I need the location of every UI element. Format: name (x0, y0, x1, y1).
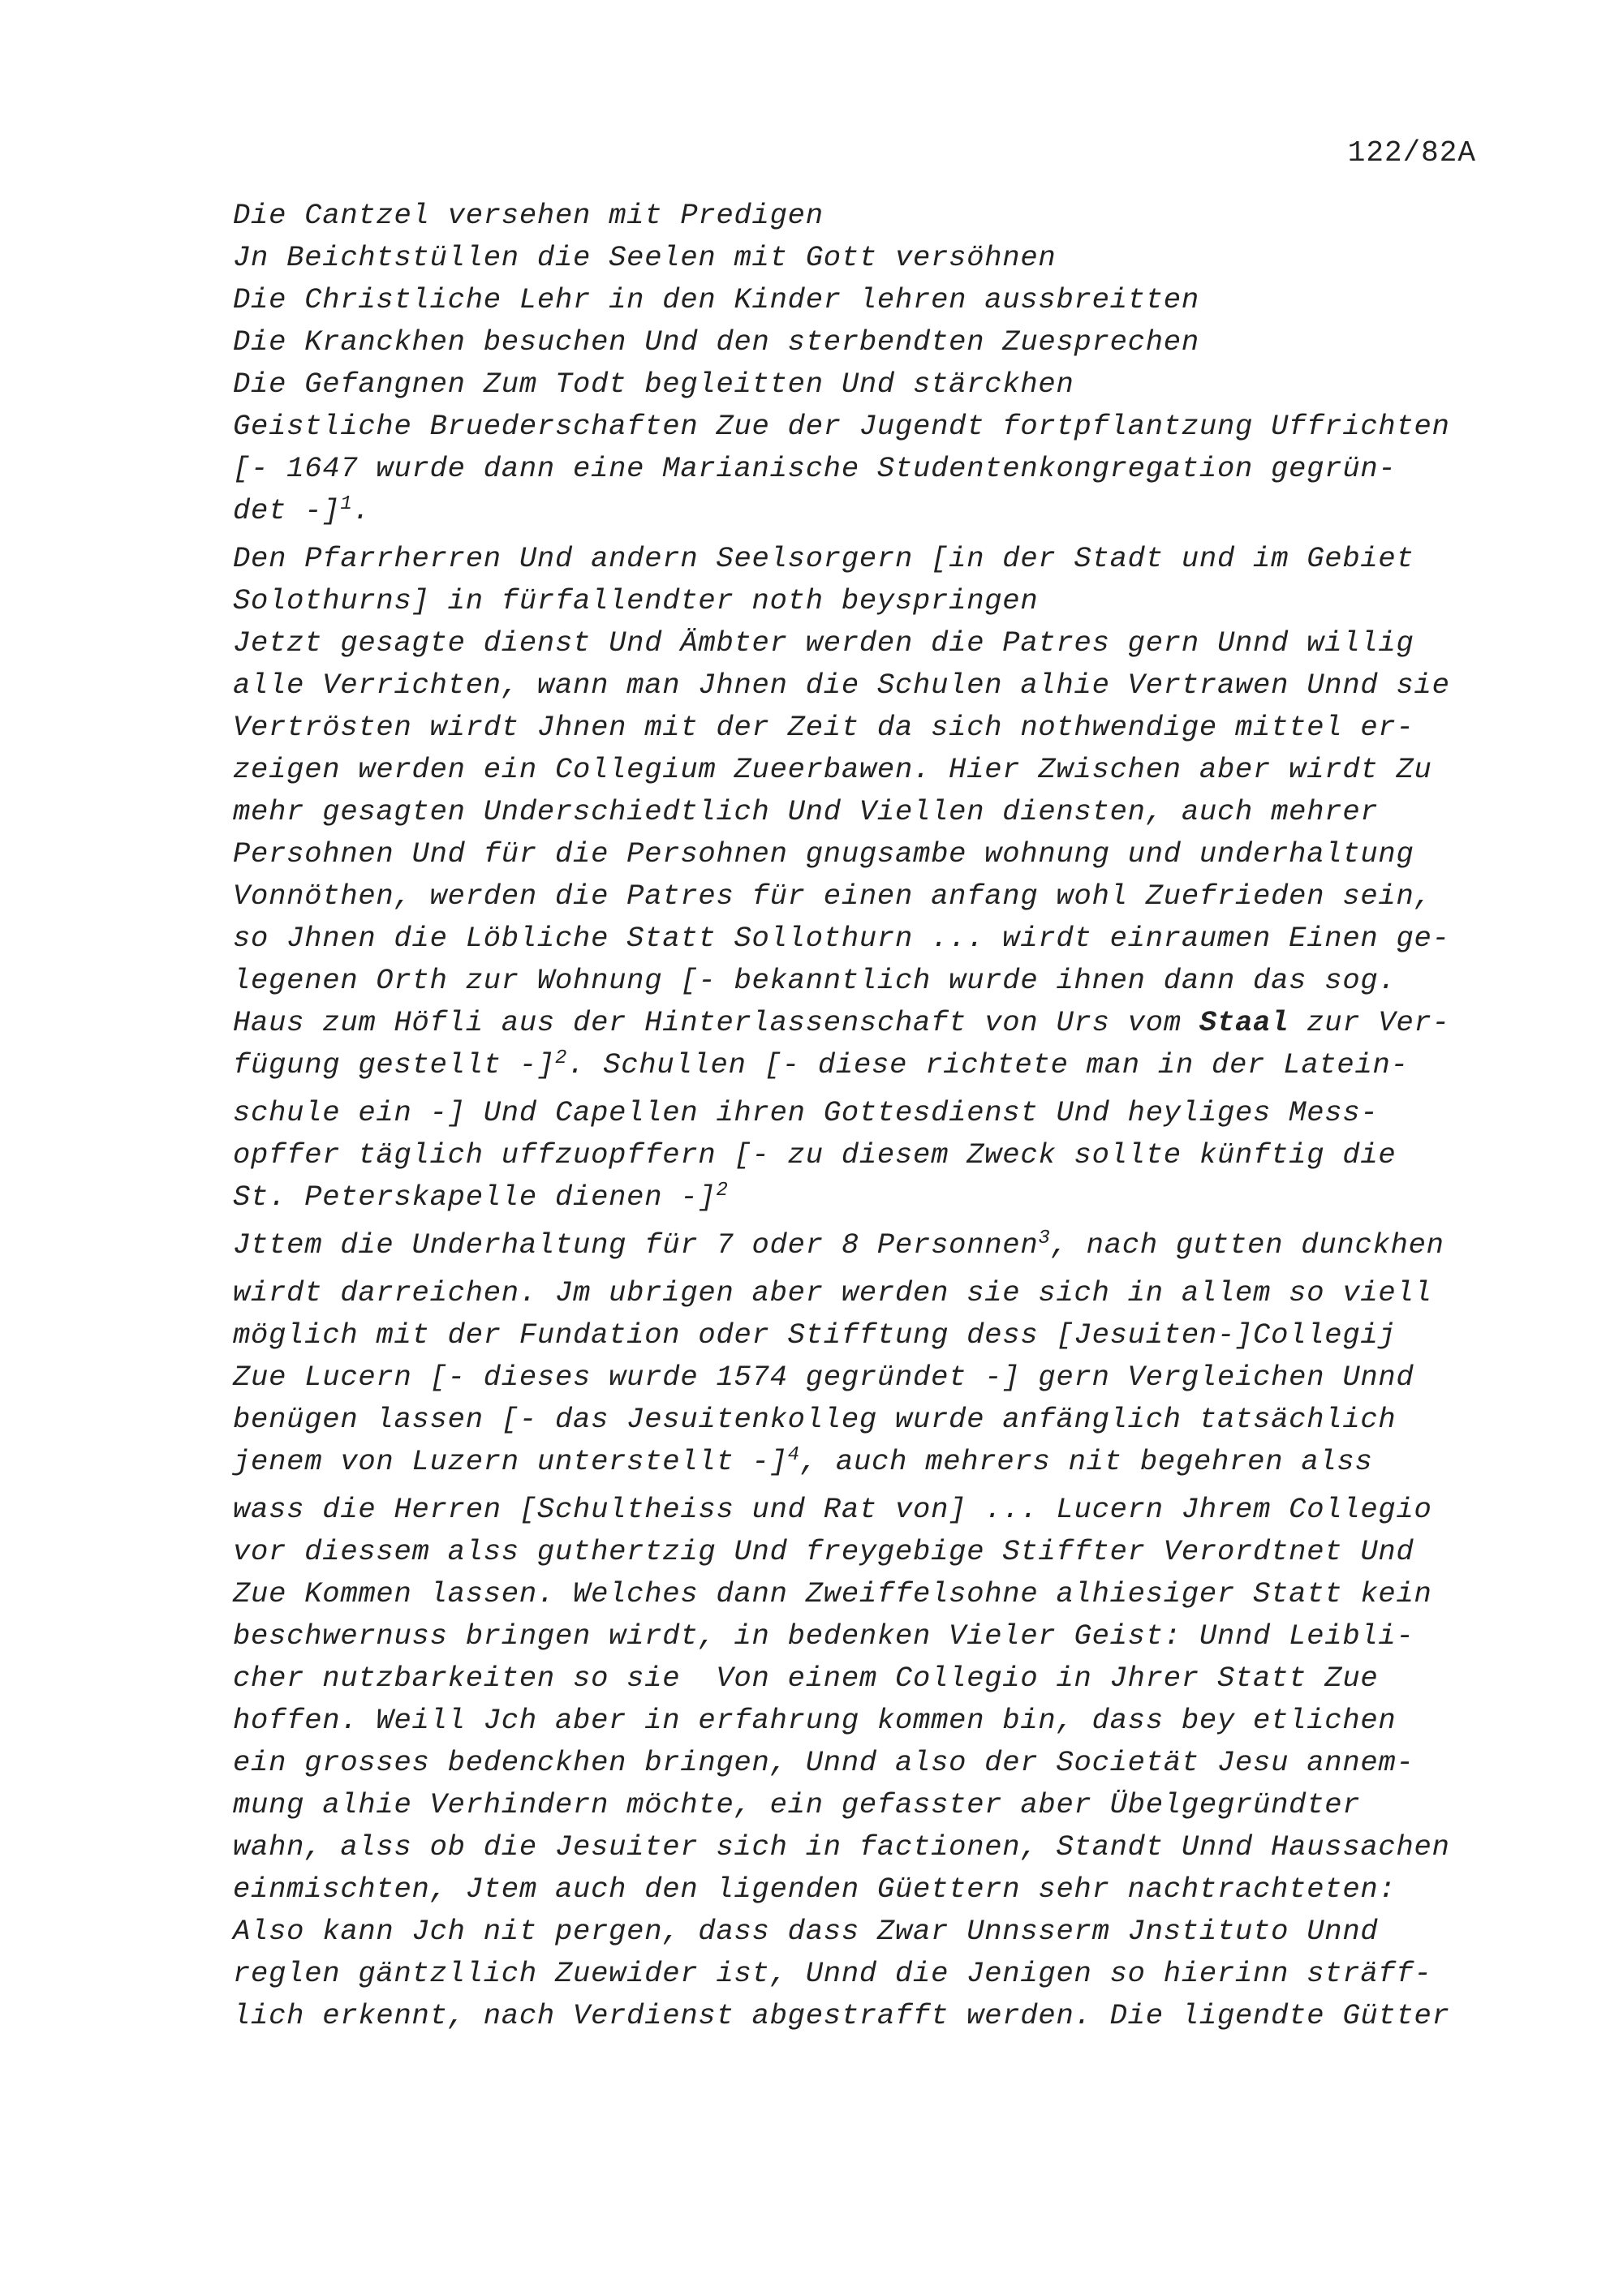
text-line (233, 406, 1483, 448)
text-line (233, 1134, 1483, 1176)
footnote-marker: 4 (787, 1444, 800, 1466)
text-line-content: Vertrösten wirdt Jhnen mit der Zeit da sich nothwendige mittel er- (233, 711, 1414, 744)
text-line-content: Die Kranckhen besuchen Und den sterbendten Zuesprechen (233, 325, 1199, 359)
text-line-continuation: , nach gutten dunckhen (1050, 1228, 1444, 1262)
text-line-content: det -] (233, 494, 341, 527)
text-line (233, 1357, 1483, 1399)
text-line-content: Solothurns] in fürfallendter noth beyspringen (233, 584, 1039, 617)
text-line-content: Jn Beichtstüllen die Seelen mit Gott versöhnen (233, 241, 1057, 274)
text-line (233, 1489, 1483, 1531)
text-line (233, 363, 1483, 406)
text-line (233, 749, 1483, 791)
text-line-content: [- 1647 wurde dann eine Marianische Studentenkongregation gegrün- (233, 452, 1397, 485)
text-line-content: St. Peterskapelle dienen -] (233, 1180, 717, 1214)
text-line-content: legenen Orth zur Wohnung [- bekanntlich wurde ihnen dann das sog. (233, 964, 1397, 997)
text-line-content: reglen gäntzllich Zuewider ist, Unnd die Jenigen so hierinn sträff- (233, 1957, 1432, 1990)
text-line (233, 1868, 1483, 1911)
text-line-content: benügen lassen [- das Jesuitenkolleg wurde anfänglich tatsächlich (233, 1403, 1397, 1436)
text-line-content: Geistliche Bruederschaften Zue der Jugendt fortpflantzung Uffrichten (233, 410, 1450, 443)
text-line (233, 1314, 1483, 1357)
text-line (233, 1441, 1483, 1489)
text-line (233, 875, 1483, 918)
text-line-content: wirdt darreichen. Jm ubrigen aber werden sie sich in allem so viell (233, 1276, 1432, 1309)
text-line-content: möglich mit der Fundation oder Stifftung dess [Jesuiten-]Collegij (233, 1318, 1397, 1352)
text-line-content: Zue Kommen lassen. Welches dann Zweiffelsohne alhiesiger Statt kein (233, 1577, 1432, 1610)
text-line-content: Zue Lucern [- dieses wurde 1574 gegründet -] gern Vergleichen Unnd (233, 1361, 1414, 1394)
text-line (233, 1953, 1483, 1995)
text-line-content: mehr gesagten Underschiedtlich Und Viellen diensten, auch mehrer (233, 795, 1379, 828)
text-line-content: Die Christliche Lehr in den Kinder lehren aussbreitten (233, 283, 1199, 316)
text-line-content: Den Pfarrherren Und andern Seelsorgern [in der Stadt und im Gebiet (233, 542, 1414, 575)
text-line-content: zeigen werden ein Collegium Zueerbawen. Hier Zwischen aber wirdt Zu (233, 753, 1432, 786)
text-line (233, 580, 1483, 622)
text-line-content: einmischten, Jtem auch den ligenden Güettern sehr nachtrachteten: (233, 1872, 1397, 1906)
text-line-content: so Jhnen die Löbliche Statt Sollothurn ... wirdt einraumen Einen ge- (233, 922, 1450, 955)
text-line (233, 1224, 1483, 1272)
text-line-continuation: zur Ver- (1289, 1006, 1450, 1039)
text-line (233, 1573, 1483, 1615)
text-line (233, 918, 1483, 960)
text-line-content: Jetzt gesagte dienst Und Ämbter werden die Patres gern Unnd willig (233, 626, 1414, 660)
text-line-content: hoffen. Weill Jch aber in erfahrung kommen bin, dass bey etlichen (233, 1704, 1397, 1737)
text-line (233, 1911, 1483, 1953)
text-line (233, 1092, 1483, 1134)
footnote-marker: 2 (554, 1047, 568, 1069)
text-line (233, 1995, 1483, 2037)
text-line (233, 1399, 1483, 1441)
text-line-content: cher nutzbarkeiten so sie Von einem Collegio in Jhrer Statt Zue (233, 1662, 1379, 1695)
text-line-continuation: . Schullen [- diese richtete man in der Latein- (567, 1048, 1409, 1081)
footnote-marker: 2 (716, 1180, 729, 1202)
text-line (233, 791, 1483, 833)
text-line (233, 279, 1483, 321)
text-line (233, 321, 1483, 363)
text-line (233, 538, 1483, 580)
footnote-marker: 3 (1038, 1228, 1051, 1249)
text-line (233, 448, 1483, 490)
text-line (233, 490, 1483, 538)
text-line (233, 1531, 1483, 1573)
text-line-continuation: , auch mehrers nit begehren alss (799, 1445, 1373, 1478)
text-line (233, 664, 1483, 707)
text-line-content: beschwernuss bringen wirdt, in bedenken Vieler Geist: Unnd Leibli- (233, 1619, 1414, 1653)
text-line-content: ein grosses bedenckhen bringen, Unnd also der Societät Jesu annem- (233, 1746, 1414, 1779)
text-line-content: Die Gefangnen Zum Todt begleitten Und stärckhen (233, 368, 1074, 401)
text-line (233, 960, 1483, 1002)
text-line-content: wass die Herren [Schultheiss und Rat von] ... Lucern Jhrem Collegio (233, 1493, 1432, 1526)
text-line (233, 1615, 1483, 1658)
text-line (233, 1658, 1483, 1700)
text-line (233, 833, 1483, 875)
text-line-content: Vonnöthen, werden die Patres für einen anfang wohl Zuefrieden sein, (233, 879, 1432, 913)
text-line-continuation: . (352, 494, 371, 527)
text-line (233, 1742, 1483, 1784)
text-line-content: schule ein -] Und Capellen ihren Gottesdienst Und heyliges Mess- (233, 1096, 1379, 1129)
text-line-content: mung alhie Verhindern möchte, ein gefasster aber Übelgegründter (233, 1788, 1361, 1821)
text-line (233, 1700, 1483, 1742)
text-line-content: Die Cantzel versehen mit Predigen (233, 199, 824, 232)
text-line (233, 195, 1483, 237)
text-line-content: alle Verrichten, wann man Jhnen die Schulen alhie Vertrawen Unnd sie (233, 669, 1450, 702)
text-line (233, 707, 1483, 749)
page-number: 122/82A (1347, 136, 1476, 170)
text-line (233, 1176, 1483, 1224)
text-line-content: Jttem die Underhaltung für 7 oder 8 Personnen (233, 1228, 1039, 1262)
text-line-content: Persohnen Und für die Persohnen gnugsambe wohnung und underhaltung (233, 837, 1414, 871)
text-line-content: vor diessem alss guthertzig Und freygebige Stiffter Verordtnet Und (233, 1535, 1414, 1568)
text-line (233, 237, 1483, 279)
text-line-content: lich erkennt, nach Verdienst abgestrafft werden. Die ligendte Gütter (233, 1999, 1450, 2032)
text-line (233, 1044, 1483, 1092)
text-line-content: jenem von Luzern unterstellt -] (233, 1445, 788, 1478)
text-line (233, 1784, 1483, 1826)
text-line-content: opffer täglich uffzuopffern [- zu diesem Zweck sollte künftig die (233, 1138, 1397, 1172)
footnote-marker: 1 (340, 493, 353, 515)
text-line (233, 1272, 1483, 1314)
text-line (233, 1826, 1483, 1868)
text-line-content: wahn, alss ob die Jesuiter sich in factionen, Standt Unnd Haussachen (233, 1830, 1450, 1864)
text-line-content: Haus zum Höfli aus der Hinterlassenschaft von Urs vom (233, 1006, 1199, 1039)
text-line-content: Also kann Jch nit pergen, dass dass Zwar Unnsserm Jnstituto Unnd (233, 1915, 1379, 1948)
text-line (233, 1002, 1483, 1044)
text-line-content: fügung gestellt -] (233, 1048, 555, 1081)
text-line (233, 622, 1483, 664)
body-text (233, 195, 1483, 2037)
bold-name: Staal (1199, 1006, 1289, 1039)
